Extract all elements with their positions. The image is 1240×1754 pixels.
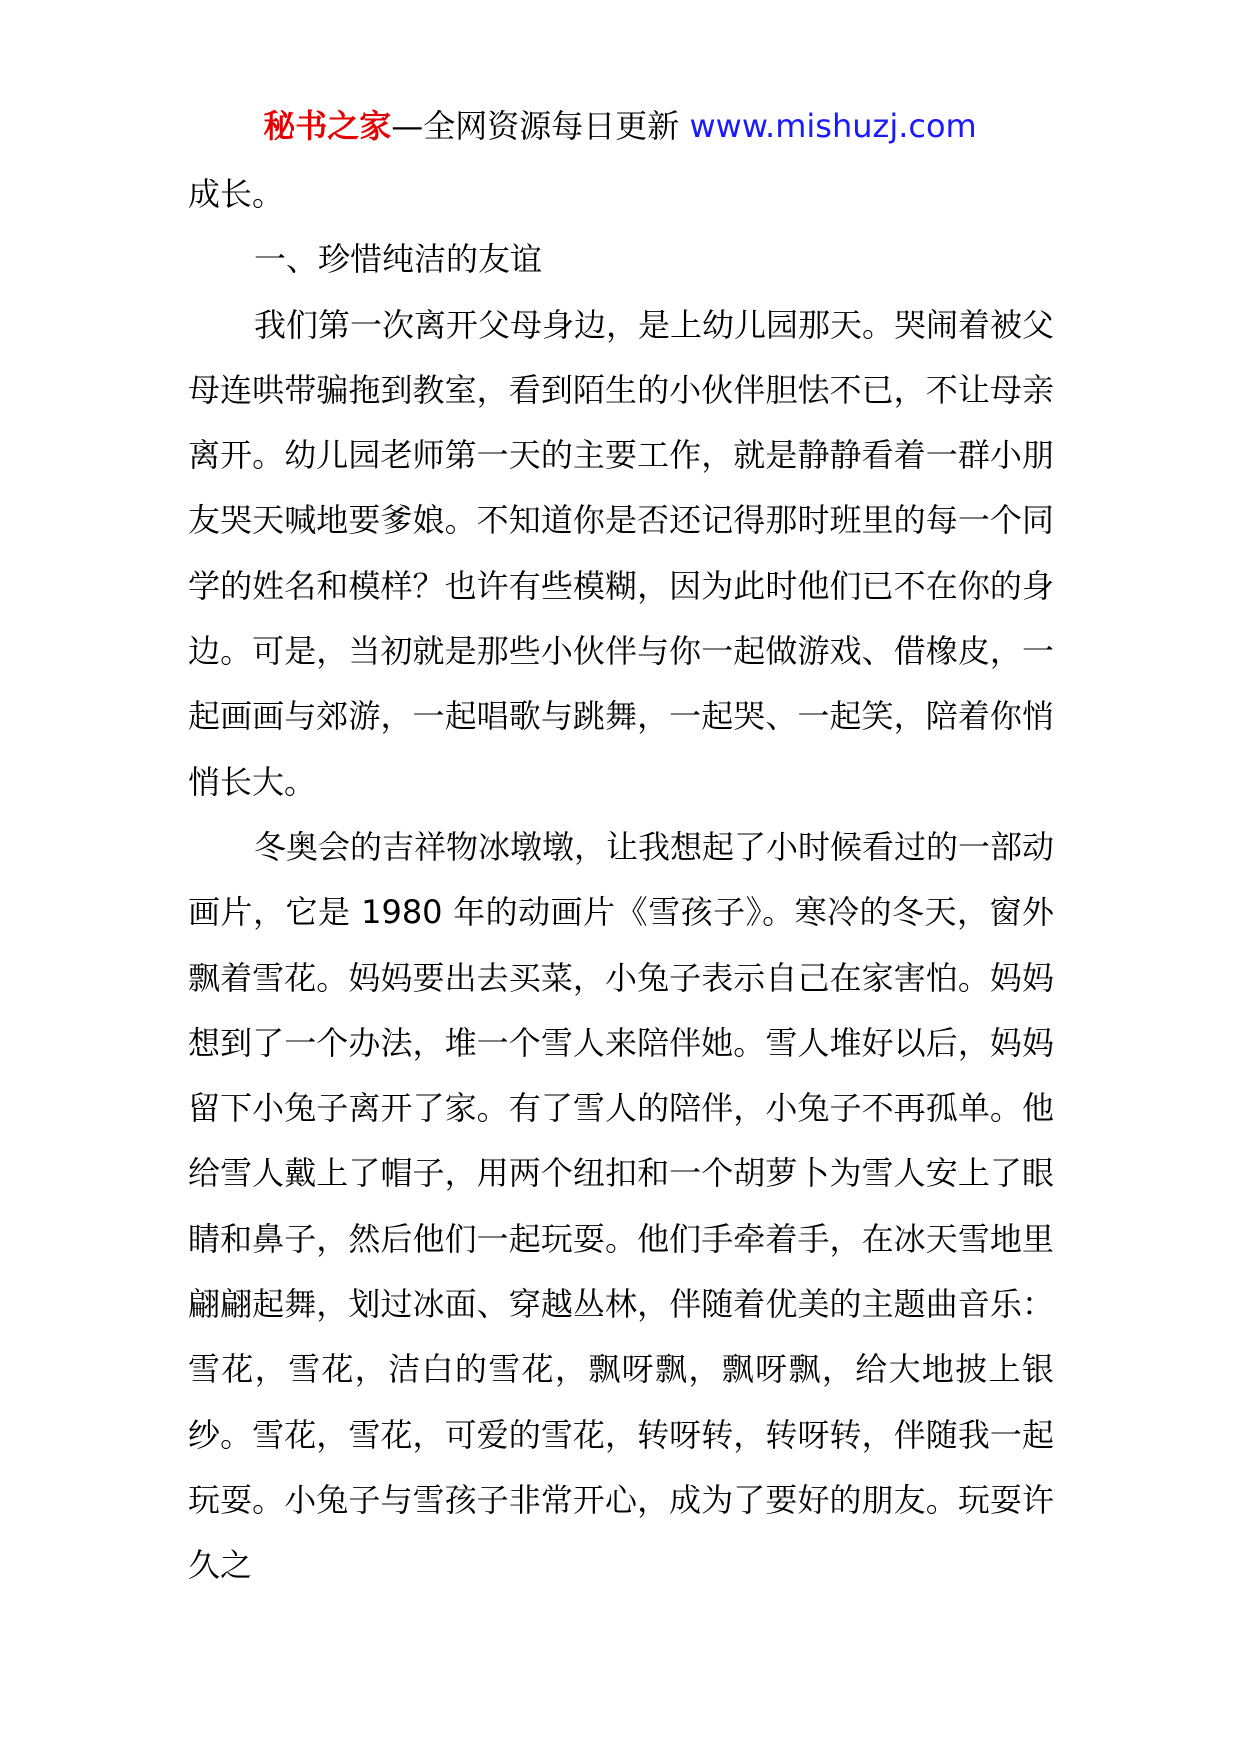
paragraph: 冬奥会的吉祥物冰墩墩，让我想起了小时候看过的一部动画片，它是 1980 年的动画片《雪孩子》。寒冷的冬天，窗外飘着雪花。妈妈要出去买菜，小兔子表示自己在家害怕。妈妈想到了一个办法，堆一个雪人来陪伴她。雪人堆好以后，妈妈留下小兔子离开了家。有了雪人的陪伴，小兔子不再孤单。他给雪人戴上了帽子，用两个纽扣和一个胡萝卜为雪人安上了眼睛和鼻子，然后他们一起玩耍。他们手牵着手，在冰天雪地里翩翩起舞，划过冰面、穿越丛林，伴随着优美的主题曲音乐：雪花，雪花，洁白的雪花，飘呀飘，飘呀飘，给大地披上银纱。雪花，雪花，可爱的雪花，转呀转，转呀转，伴随我一起玩耍。小兔子与雪孩子非常开心，成为了要好的朋友。玩耍许久之 xyxy=(188,827,1055,1585)
paragraph-continuation: 成长。 xyxy=(188,175,285,213)
page-header xyxy=(0,98,1240,154)
header-slogan: —全网资源每日更新 xyxy=(391,107,690,145)
brand-name: 秘书之家 xyxy=(263,107,392,145)
section-heading: 一、珍惜纯洁的友谊 xyxy=(254,240,543,279)
paragraph: 我们第一次离开父母身边，是上幼儿园那天。哭闹着被父母连哄带骗拖到教室，看到陌生的小伙伴胆怯不已，不让母亲离开。幼儿园老师第一天的主要工作，就是静静看着一群小朋友哭天喊地要爹娘。不知道你是否还记得那时班里的每一个同学的姓名和模样？也许有些模糊，因为此时他们已不在你的身边。可是，当初就是那些小伙伴与你一起做游戏、借橡皮，一起画画与郊游，一起唱歌与跳舞，一起哭、一起笑，陪着你悄悄长大。 xyxy=(188,305,1055,801)
header-url[interactable]: www.mishuzj.com xyxy=(689,107,977,145)
document-body xyxy=(188,162,1054,1599)
